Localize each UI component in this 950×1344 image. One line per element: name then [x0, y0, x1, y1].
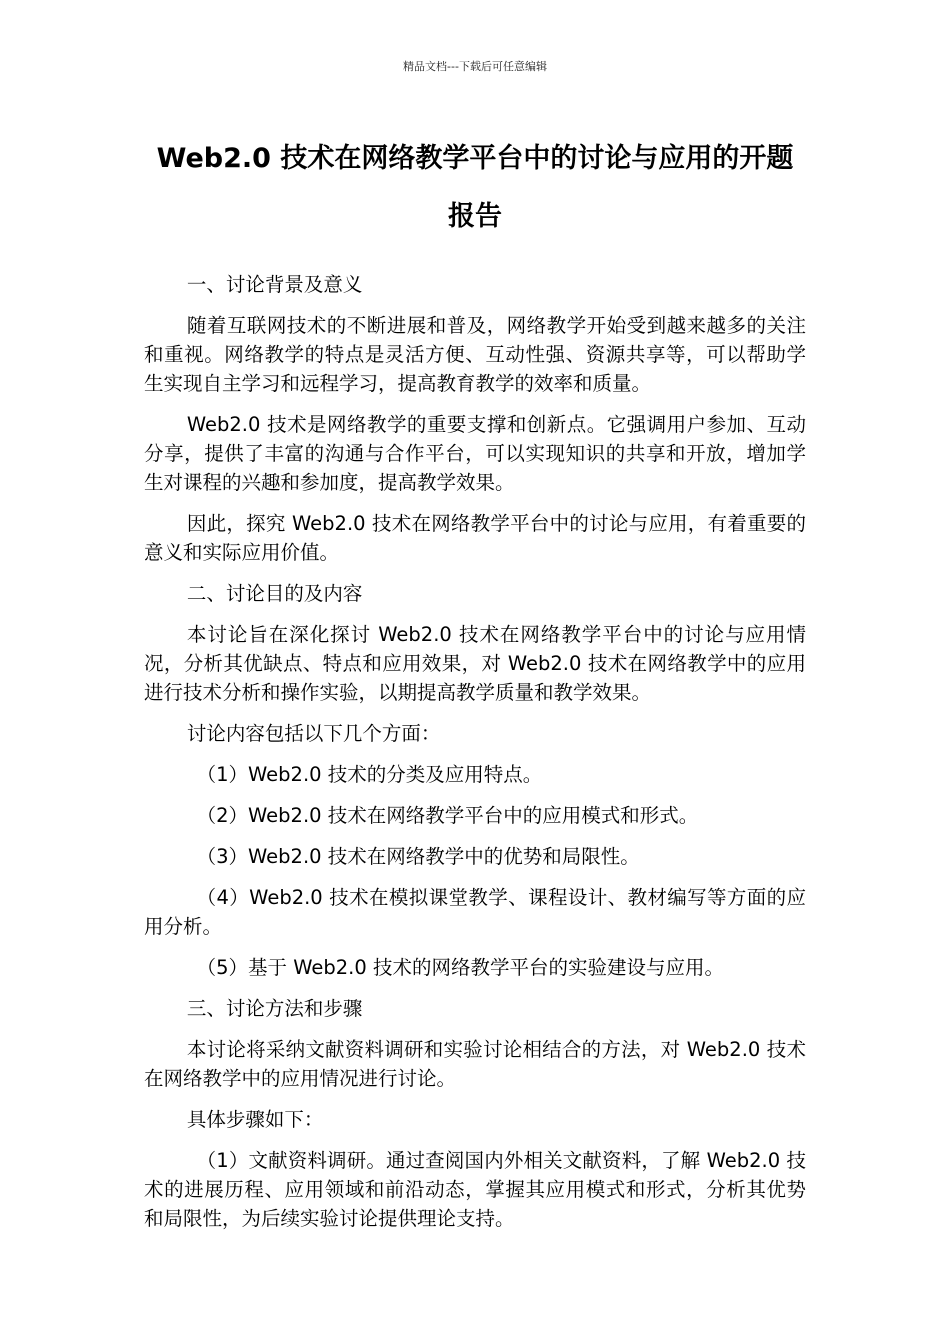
list-item: （5）基于 Web2.0 技术的网络教学平台的实验建设与应用。: [196, 956, 724, 979]
list-item: （2）Web2.0 技术在网络教学平台中的应用模式和形式。: [196, 804, 699, 827]
document-body: [144, 270, 806, 1245]
list-item: （4）Web2.0 技术在模拟课堂教学、课程设计、教材编写等方面的应用分析。: [144, 886, 806, 938]
list-item: （1）Web2.0 技术的分类及应用特点。: [196, 763, 543, 786]
title-line-2: 报告: [448, 201, 502, 232]
header-note: 精品文档---下载后可任意编辑: [403, 60, 547, 73]
paragraph: 因此，探究 Web2.0 技术在网络教学平台中的讨论与应用，有着重要的意义和实际应用价值。: [144, 512, 806, 564]
paragraph: 讨论内容包括以下几个方面：: [186, 722, 441, 745]
section-heading-methods: 三、讨论方法和步骤: [186, 997, 363, 1020]
document-title: [140, 130, 810, 246]
paragraph: 随着互联网技术的不断进展和普及，网络教学开始受到越来越多的关注和重视。网络教学的特点是灵活方便、互动性强、资源共享等，可以帮助学生实现自主学习和远程学习，提高教育教学的效率和质量。: [144, 314, 806, 395]
paragraph: 具体步骤如下：: [186, 1108, 324, 1131]
list-item: （3）Web2.0 技术在网络教学中的优势和局限性。: [196, 845, 640, 868]
title-line-1: Web2.0 技术在网络教学平台中的讨论与应用的开题: [156, 143, 794, 174]
section-heading-purpose: 二、讨论目的及内容: [186, 582, 363, 605]
paragraph: 本讨论旨在深化探讨 Web2.0 技术在网络教学平台中的讨论与应用情况，分析其优缺点、特点和应用效果，对 Web2.0 技术在网络教学中的应用进行技术分析和操作实验，以期提高教学质量和教学效果。: [144, 623, 806, 704]
paragraph: 本讨论将采纳文献资料调研和实验讨论相结合的方法，对 Web2.0 技术在网络教学中的应用情况进行讨论。: [144, 1038, 806, 1090]
paragraph: Web2.0 技术是网络教学的重要支撑和创新点。它强调用户参加、互动分享，提供了丰富的沟通与合作平台，可以实现知识的共享和开放，增加学生对课程的兴趣和参加度，提高教学效果。: [144, 413, 806, 494]
section-heading-background: 一、讨论背景及意义: [186, 273, 363, 296]
list-item: （1）文献资料调研。通过查阅国内外相关文献资料，了解 Web2.0 技术的进展历程、应用领域和前沿动态，掌握其应用模式和形式，分析其优势和局限性，为后续实验讨论提供理论支持。: [144, 1149, 806, 1230]
